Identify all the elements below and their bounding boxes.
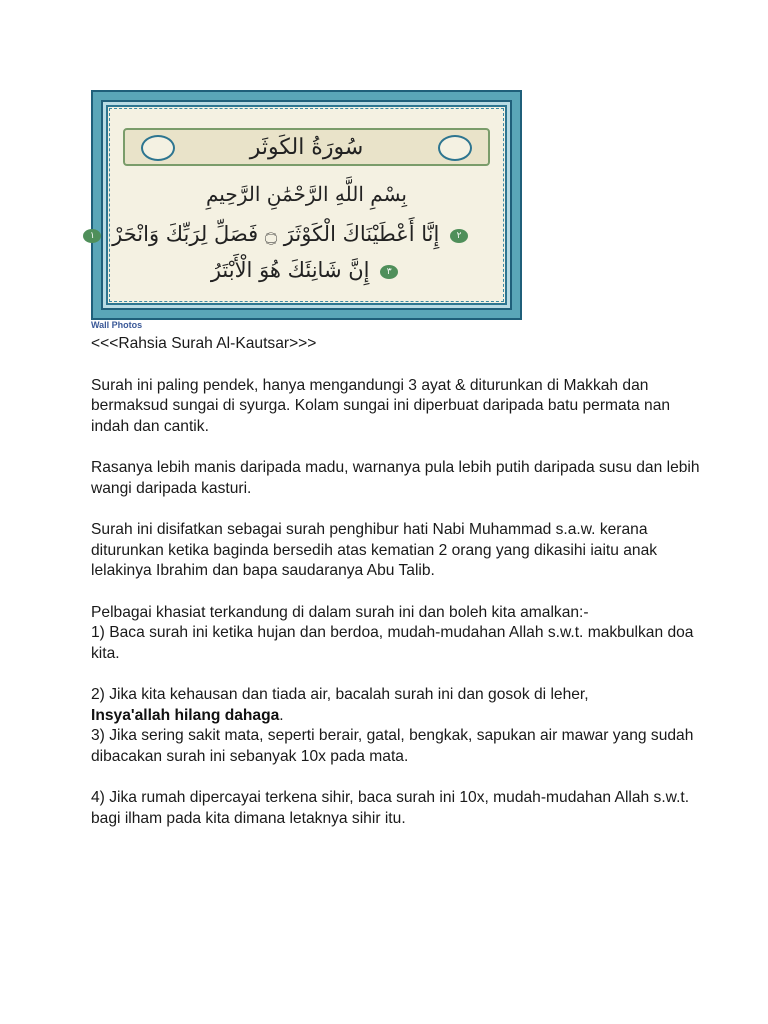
punctuation: . — [279, 706, 284, 724]
list-item: 1) Baca surah ini ketika hujan dan berdoa, mudah-mudahan Allah s.w.t. makbulkan doa kita. — [91, 624, 694, 662]
bold-text: Insya'allah hilang dahaga — [91, 706, 280, 724]
surah-image[interactable] — [91, 90, 522, 320]
paragraph: Surah ini disifatkan sebagai surah penghibur hati Nabi Muhammad s.a.w. kerana diturunkan ketika baginda bersedih atas kematian 2 orang yang dikasihi iaitu anak lelakinya Ibrahim dan bapa saudaranya Abu Talib. — [91, 521, 658, 579]
article-heading: <<<Rahsia Surah Al-Kautsar>>> — [91, 335, 317, 352]
surah-title: سُورَةُ الكَوثَر — [249, 134, 364, 160]
article-body — [91, 334, 711, 829]
surah-title-band — [123, 128, 490, 166]
paragraph-intro: Pelbagai khasiat terkandung di dalam surah ini dan boleh kita amalkan:- — [91, 603, 589, 621]
paragraph: Rasanya lebih manis daripada madu, warnanya pula lebih putih daripada susu dan lebih wangi daripada kasturi. — [91, 459, 700, 497]
ayah-number-badge: ٢ — [450, 229, 468, 243]
ayah-text-1: إِنَّا أَعْطَيْنَاكَ الْكَوْثَرَ ۝ فَصَلِّ لِرَبِّكَ وَانْحَرْ — [112, 222, 440, 246]
ayah-line-1 — [90, 222, 472, 246]
basmala: بِسْمِ اللَّهِ الرَّحْمَٰنِ الرَّحِيمِ — [205, 182, 407, 206]
ayah-text-2: إِنَّ شَانِئَكَ هُوَ الْأَبْتَرُ — [210, 258, 370, 282]
list-item: 3) Jika sering sakit mata, seperti berair, gatal, bengkak, sapukan air mawar yang sudah dibacakan surah ini sebanyak 10x pada mata. — [91, 727, 694, 765]
list-item-text: 2) Jika kita kehausan dan tiada air, bacalah surah ini dan gosok di leher, — [91, 686, 589, 703]
wall-photos-link[interactable]: Wall Photos — [91, 320, 143, 330]
medallion-icon — [141, 135, 175, 161]
medallion-icon — [438, 135, 472, 161]
ayah-number-badge: ١ — [83, 229, 101, 243]
list-item — [91, 685, 711, 726]
paragraph: Surah ini paling pendek, hanya mengandungi 3 ayat & diturunkan di Makkah dan bermaksud sungai di syurga. Kolam sungai ini diperbuat daripada batu permata nan indah dan cantik. — [91, 376, 671, 435]
list-item: 4) Jika rumah dipercayai terkena sihir, baca surah ini 10x, mudah-mudahan Allah s.w.t. bagi ilham pada kita dimana letaknya sihir itu. — [91, 789, 690, 827]
ayah-number-badge: ٣ — [380, 265, 398, 279]
ayah-line-2 — [141, 258, 472, 282]
